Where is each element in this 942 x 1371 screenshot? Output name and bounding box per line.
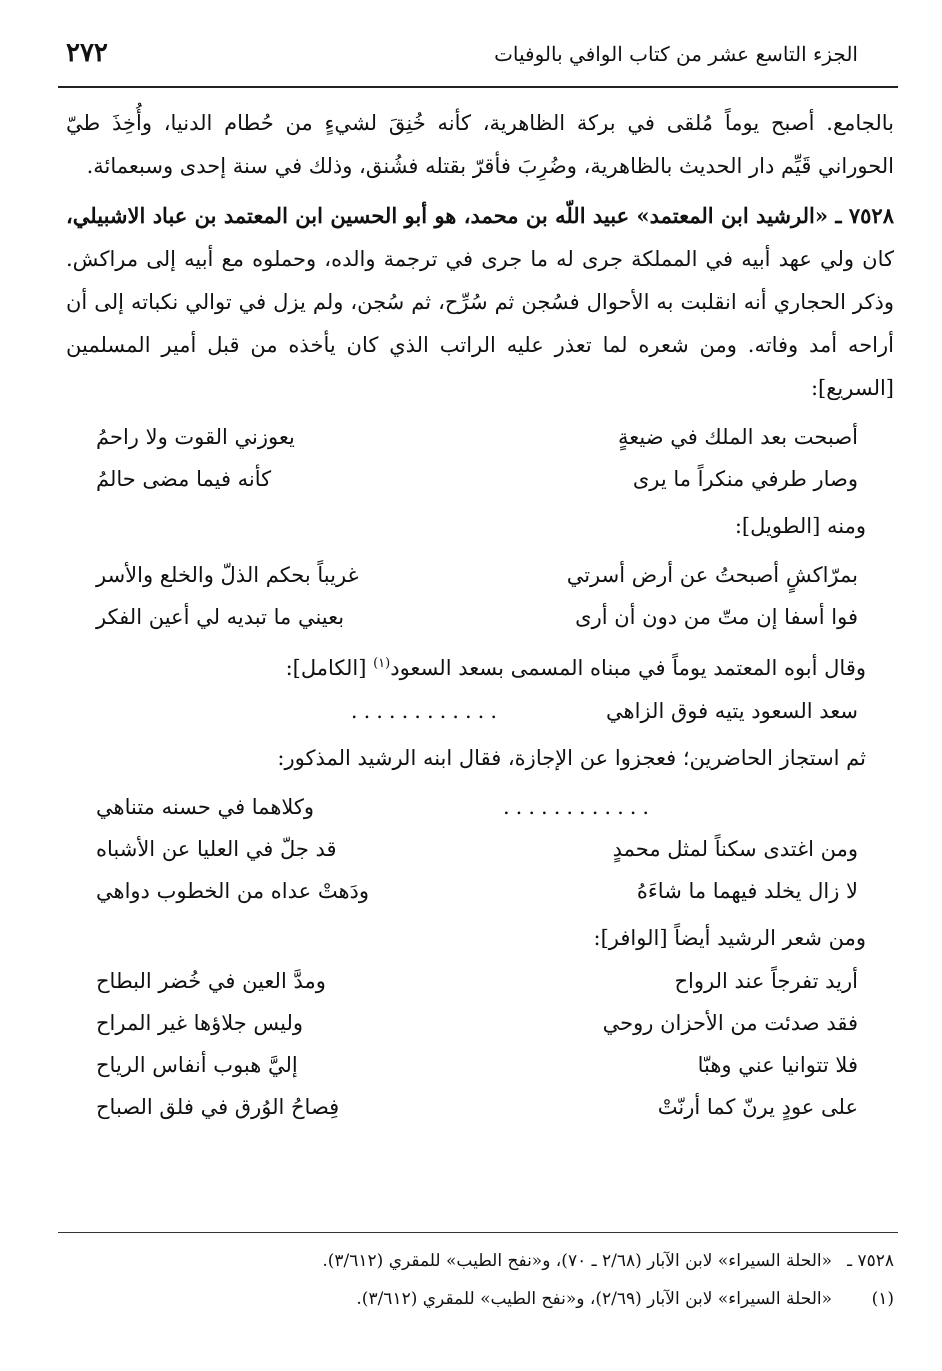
book-page bbox=[58, 36, 898, 1336]
poem-wafir bbox=[58, 960, 898, 1128]
footnote-marker: (١) bbox=[373, 656, 391, 671]
entry-heading: ٧٥٢٨ ـ «الرشيد ابن المعتمد» عبيد اللّه بن محمد، هو أبو الحسين ابن المعتمد بن عباد الاشبيلي، bbox=[66, 203, 894, 228]
first-hemistich: فقد صدئت من الأحزان روحي bbox=[602, 1011, 858, 1035]
verse bbox=[58, 554, 898, 596]
verse bbox=[58, 1002, 898, 1044]
first-hemistich: فلا تتوانيا عني وهبّا bbox=[697, 1053, 858, 1077]
first-hemistich: بمرّاكشٍ أصبحتُ عن أرض أسرتي bbox=[566, 563, 858, 587]
entry-text: كان ولي عهد أبيه في المملكة جرى له ما جرى في ترجمة والده، وحملوه مع أبيه إلى مراكش. وذكر الحجاري أنه انقلبت به الأحوال فسُجن ثم سُرِّح، ثم سُجن، ولم يزل في توالي نكباته إلى أن أراحه أمد وفاته. ومن شعره لما تعذر عليه الراتب الذي كان يأخذه من قبل أمير المسلمين [السريع]: bbox=[66, 247, 894, 400]
verse bbox=[58, 828, 898, 870]
poem-saree bbox=[58, 416, 898, 500]
first-hemistich: وصار طرفي منكراً ما يرى bbox=[632, 467, 858, 491]
footnote-divider bbox=[58, 1232, 898, 1233]
intro-text: وقال أبوه المعتمد يوماً في مبناه المسمى بسعد السعود bbox=[390, 656, 866, 680]
first-hemistich: فوا أسفا إن متّ من دون أن أرى bbox=[575, 605, 858, 629]
second-hemistich: وليس جلاؤها غير المراح bbox=[96, 1011, 304, 1035]
poem-intro: ثم استجاز الحاضرين؛ فعجزوا عن الإجازة، فقال ابنه الرشيد المذكور: bbox=[277, 746, 866, 770]
poem-intro bbox=[58, 642, 898, 690]
footnote bbox=[58, 1280, 898, 1318]
first-hemistich: أصبحت بعد الملك في ضيعةٍ bbox=[617, 425, 858, 449]
second-hemistich: ومدَّ العين في خُضر البطاح bbox=[96, 969, 326, 993]
paragraph-continuation: بالجامع. أصبح يوماً مُلقى في بركة الظاهرية، كأنه خُنِقَ لشيءٍ من حُطام الدنيا، وأُخِذَ طيّ الحوراني قَيِّم دار الحديث بالظاهرية، وضُرِبَ فأقرّ بقتله فشُنق، وذلك في سنة إحدى وسبعمائة. bbox=[66, 111, 894, 178]
footnotes bbox=[58, 1242, 898, 1318]
first-hemistich: ومن اغتدى سكناً لمثل محمدٍ bbox=[612, 837, 858, 861]
poem-taweel bbox=[58, 554, 898, 638]
main-text bbox=[58, 102, 898, 410]
footnote-text: «الحلة السيراء» لابن الآبار (٢/٦٩)، و«نفح الطيب» للمقري (٣/٦١٢). bbox=[356, 1289, 832, 1309]
verse bbox=[58, 596, 898, 638]
footnote-text: «الحلة السيراء» لابن الآبار (٢/٦٨ ـ ٧٠)، و«نفح الطيب» للمقري (٣/٦١٢). bbox=[322, 1251, 832, 1271]
verse bbox=[58, 416, 898, 458]
poem-intro: ومن شعر الرشيد أيضاً [الوافر]: bbox=[593, 926, 866, 950]
first-hemistich: لا زال يخلد فيهما ما شاءَهُ bbox=[636, 879, 858, 903]
verse bbox=[58, 690, 898, 732]
second-hemistich: وكلاهما في حسنه متناهي bbox=[96, 795, 315, 819]
missing-hemistich-dots: ............ bbox=[350, 699, 503, 723]
second-hemistich: يعوزني القوت ولا راحمُ bbox=[96, 425, 295, 449]
verse bbox=[58, 786, 898, 828]
page-header bbox=[58, 36, 898, 88]
meter-label: [الكامل]: bbox=[285, 656, 374, 680]
missing-hemistich-dots: ............ bbox=[503, 795, 656, 819]
first-hemistich: على عودٍ يرنّ كما أرنّتْ bbox=[657, 1095, 858, 1119]
verse bbox=[58, 458, 898, 500]
running-title: الجزء التاسع عشر من كتاب الوافي بالوفيات bbox=[494, 42, 858, 66]
poem-kamil-opening bbox=[58, 690, 898, 732]
verse bbox=[58, 960, 898, 1002]
second-hemistich: إليَّ هبوب أنفاس الرياح bbox=[96, 1053, 298, 1077]
footnote bbox=[58, 1242, 898, 1280]
first-hemistich: سعد السعود يتيه فوق الزاهي bbox=[606, 699, 858, 723]
poem-intro: ومنه [الطويل]: bbox=[734, 514, 866, 538]
second-hemistich: قد جلّ في العليا عن الأشباه bbox=[96, 837, 337, 861]
poem-kamil-completion bbox=[58, 786, 898, 912]
page-number: ٢٧٢ bbox=[66, 38, 108, 68]
verse bbox=[58, 1086, 898, 1128]
footnote-label: ٧٥٢٨ ـ bbox=[847, 1251, 894, 1271]
second-hemistich: بعيني ما تبديه لي أعين الفكر bbox=[96, 605, 345, 629]
second-hemistich: ودَهتْ عداه من الخطوب دواهي bbox=[96, 879, 370, 903]
footnote-label: (١) bbox=[871, 1289, 894, 1309]
second-hemistich: غريباً بحكم الذلّ والخلع والأسر bbox=[96, 563, 359, 587]
first-hemistich: أريد تفرجاً عند الرواح bbox=[674, 969, 858, 993]
second-hemistich: فِصاحُ الوُرق في فلق الصباح bbox=[96, 1095, 340, 1119]
biography-entry bbox=[66, 194, 894, 410]
verse bbox=[58, 870, 898, 912]
verse bbox=[58, 1044, 898, 1086]
second-hemistich: كأنه فيما مضى حالمُ bbox=[96, 467, 272, 491]
